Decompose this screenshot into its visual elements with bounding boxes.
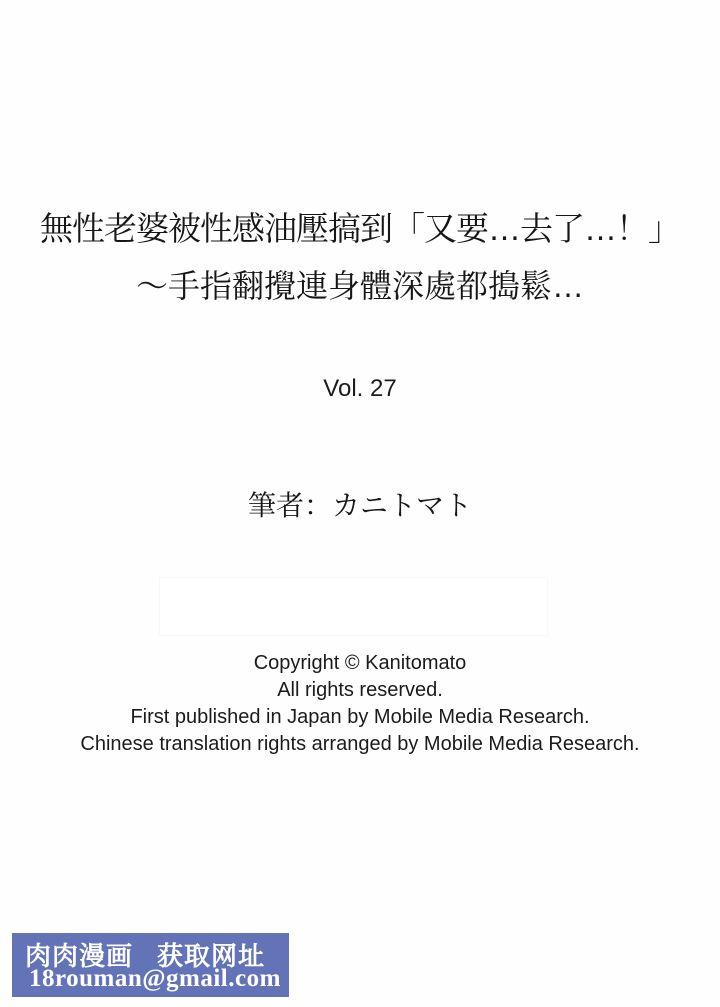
author-line: 筆者：カニトマト — [247, 490, 472, 521]
watermark-banner — [12, 933, 289, 997]
translation-rights-line: Chinese translation rights arranged by Mobile Media Research. — [80, 733, 640, 755]
copyright-line: Copyright © Kanitomato — [253, 652, 467, 674]
manga-title-line1: 無性老婆被性感油壓搞到「又要…去了…！」 — [40, 210, 680, 247]
watermark-cta: 获取网址 — [157, 941, 266, 971]
watermark-email: 18rouman@gmail.com — [29, 965, 281, 992]
copyright-block — [0, 650, 720, 758]
first-published-line: First published in Japan by Mobile Media Research. — [130, 706, 590, 728]
watermark-site-name: 肉肉漫画 — [25, 941, 134, 971]
rights-reserved-line: All rights reserved. — [277, 679, 443, 701]
blank-whiteout-box — [159, 577, 548, 636]
manga-title-line2: ～手指翻攪連身體深處都搗鬆… — [135, 268, 584, 304]
volume-label: Vol. 27 — [323, 375, 397, 402]
